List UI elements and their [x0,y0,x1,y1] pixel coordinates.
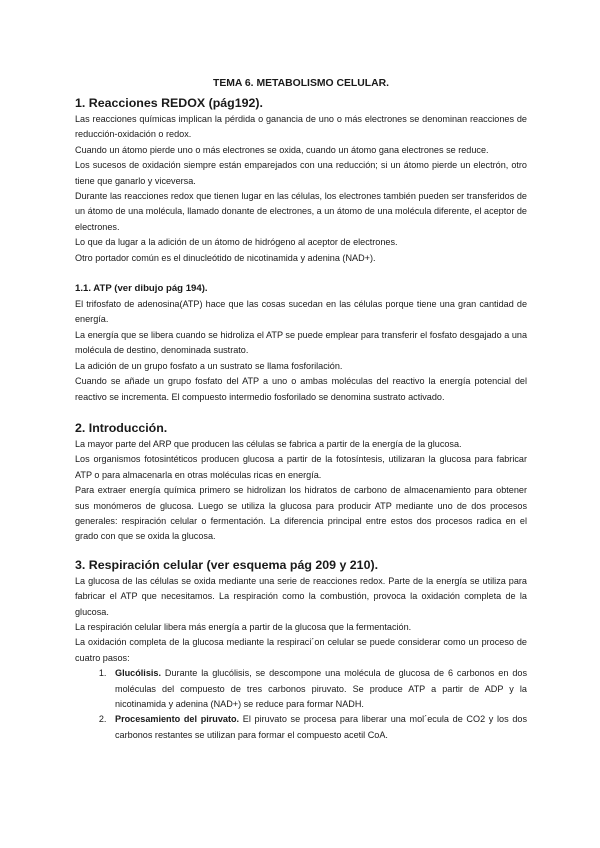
list-item [109,712,527,743]
paragraph: La energía que se libera cuando se hidroliza el ATP se puede emplear para transferir el fosfato desgajado a una molécula de destino, denominada sustrato. [75,329,527,356]
respiration-steps-list [75,666,527,743]
paragraph: Cuando se añade un grupo fosfato del ATP a uno o ambas moléculas del reactivo la energía potencial del reactivo se incrementa. El compuesto intermedio fosforilado se denomina sustrato activado. [75,376,527,402]
paragraph: Los organismos fotosintéticos producen glucosa a partir de la fotosíntesis, utilizaran la glucosa para fabricar ATP o para almacenarla en otras moléculas ricas en energía. [75,454,527,480]
step-text: Durante la glucólisis, se descompone una molécula de glucosa de 6 carbonos en dos moléculas del compuesto de tres carbonos piruvato. Se produce ATP a partir de ADP y la nicotinamida y adenina (NAD+) se reduce para formar NADH. [115,668,527,709]
paragraph: Cuando un átomo pierde uno o más electrones se oxida, cuando un átomo gana electrones se reduce. [75,144,489,155]
paragraph: La respiración celular libera más energía a partir de la glucosa que la fermentación. [75,621,412,632]
paragraph: El trifosfato de adenosina(ATP) hace que las cosas sucedan en las células porque tiene una gran cantidad de energía. [75,299,527,325]
paragraph: La oxidación completa de la glucosa mediante la respiraci´on celular se puede considerar como un proceso de cuatro pasos: [75,637,527,663]
document-title: TEMA 6. METABOLISMO CELULAR. [212,78,390,89]
step-term: Glucólisis. [115,668,161,679]
paragraph: Los sucesos de oxidación siempre están emparejados con una reducción; si un átomo pierde un electrón, otro tiene que ganarlo y viceversa. [75,160,527,186]
section-1-heading: 1. Reacciones REDOX (pág192). [75,96,263,110]
paragraph: La mayor parte del ARP que producen las células se fabrica a partir de la energía de la glucosa. [75,438,462,449]
paragraph: Lo que da lugar a la adición de un átomo de hidrógeno al aceptor de electrones. [75,237,398,248]
paragraph: La adición de un grupo fosfato a un sustrato se llama fosforilación. [75,360,343,371]
paragraph: Durante las reacciones redox que tienen lugar en las células, los electrones también pueden ser transferidos de un átomo de una molécula, llamado donante de electrones, a un átomo de una molécula diferente, el aceptor de electrones. [75,191,527,232]
paragraph: Las reacciones químicas implican la pérdida o ganancia de uno o más electrones se denominan reacciones de reducción-oxidación o redox. [75,114,527,140]
document-page [75,78,527,743]
paragraph: Otro portador común es el dinucleótido de nicotinamida y adenina (NAD+). [75,252,376,263]
step-term: Procesamiento del piruvato. [115,714,240,725]
section-3-heading: 3. Respiración celular (ver esquema pág 209 y 210). [75,557,379,572]
list-item [109,666,527,712]
step-text: El piruvato se procesa para liberar una mol´ecula de CO2 y los dos carbonos restantes se utilizan para formar el compuesto acetil CoA. [115,714,527,740]
paragraph: Para extraer energía química primero se hidrolizan los hidratos de carbono de almacenamiento para obtener sus monómeros de glucosa. Luego se utiliza la glucosa para producir ATP mediante uno de dos procesos generales: respiración celular o fermentación. La diferencia principal entre estos dos procesos radica en el grado con que se oxida la glucosa. [75,485,527,542]
section-2-heading: 2. Introducción. [75,420,168,435]
paragraph: La glucosa de las células se oxida mediante una serie de reacciones redox. Parte de la energía se utiliza para fabricar el ATP que necesitamos. La respiración como la combustión, provoca la oxidación completa de la glucosa. [75,575,527,617]
section-1-1-heading: 1.1. ATP (ver dibujo pág 194). [75,283,208,295]
